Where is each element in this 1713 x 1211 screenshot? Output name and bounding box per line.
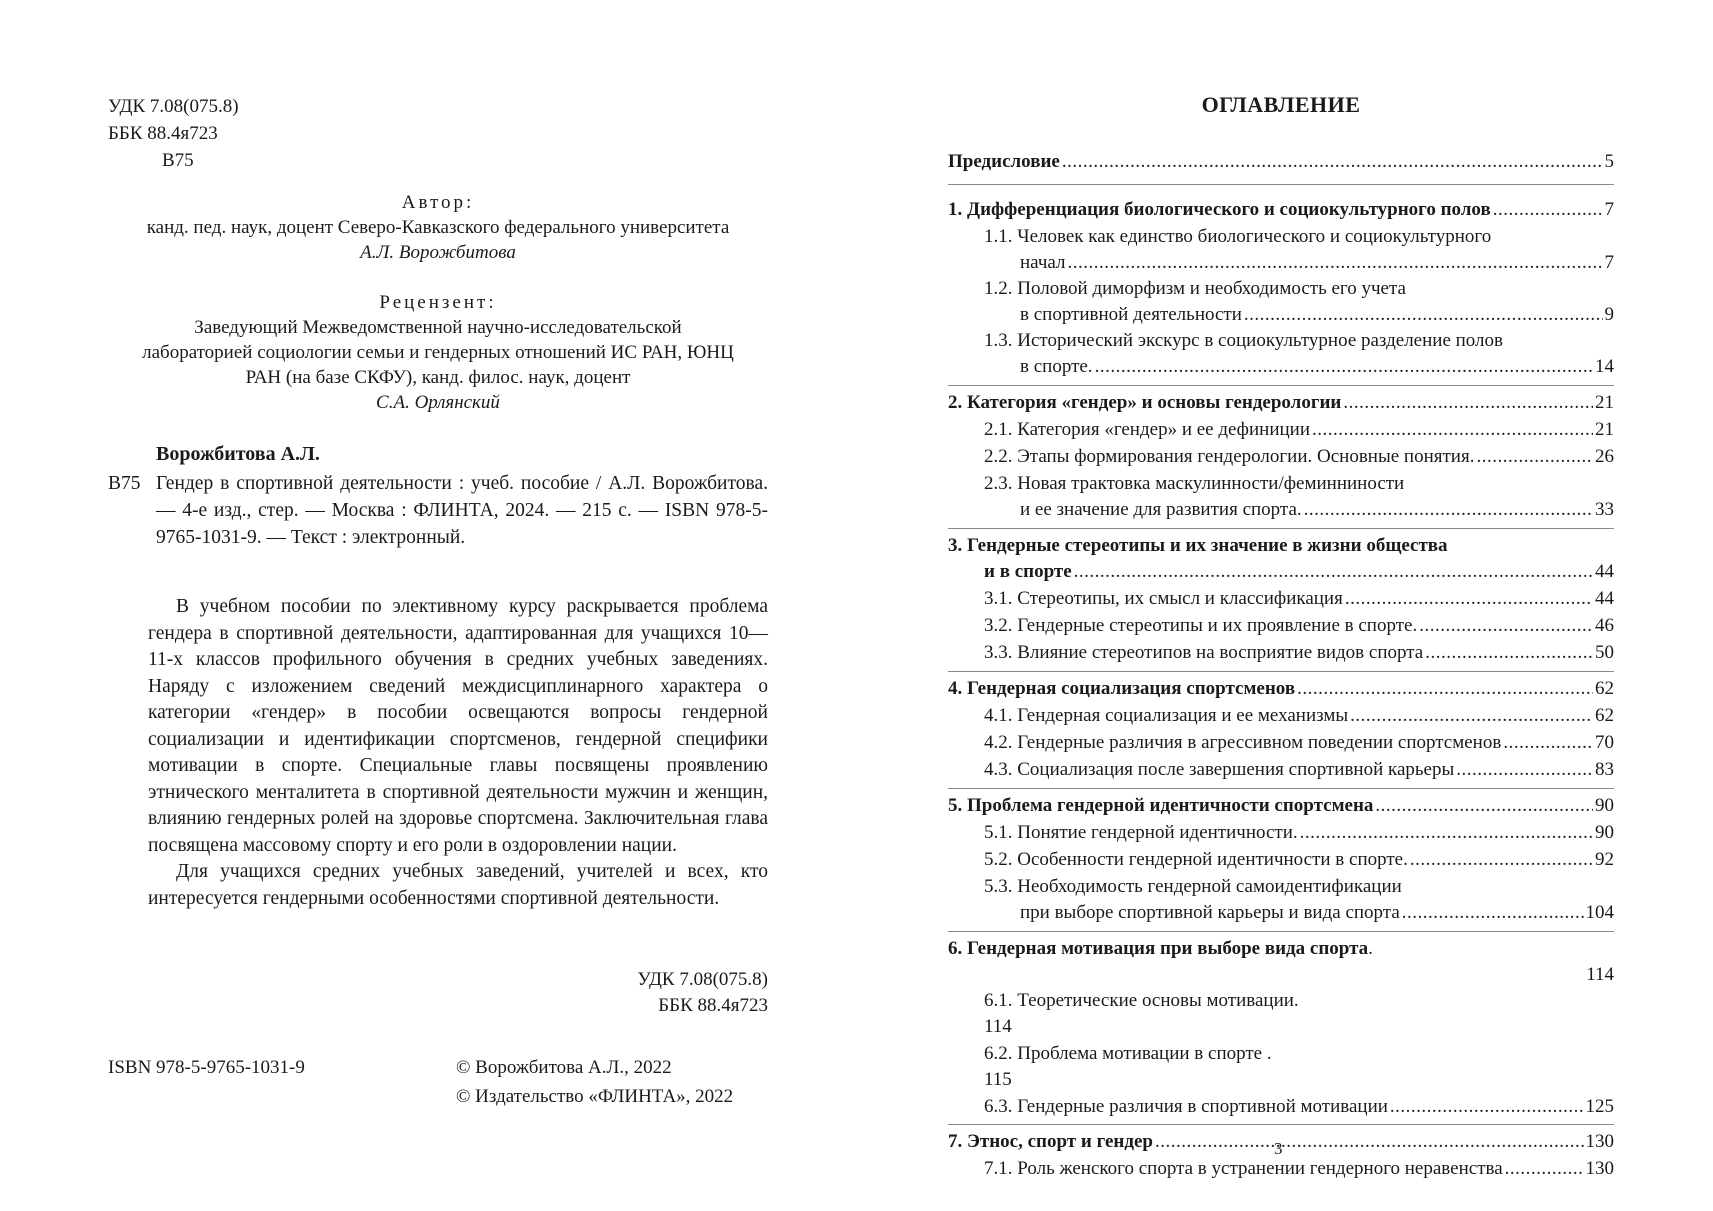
reviewer-line-2: лабораторией социологии семьи и гендерных отношений ИС РАН, ЮНЦ [142,342,734,363]
toc-page: 130 [1585,1131,1614,1152]
toc-label: в спорте. [1020,356,1093,377]
divider [948,671,1614,672]
toc-chapter-6[interactable] [948,938,1373,960]
toc-page: 26 [1595,446,1614,467]
toc-page: 130 [1585,1158,1614,1179]
toc-section-1-2[interactable]: 1.2. Половой диморфизм и необходимость его учета [984,278,1406,299]
toc-section-5-3-cont[interactable] [1020,902,1614,924]
toc-chapter-4[interactable] [948,678,1614,700]
toc-page: 62 [1595,705,1614,726]
author-mark: В75 [162,150,194,171]
isbn: ISBN 978-5-9765-1031-9 [108,1057,305,1078]
author-name: А.Л. Ворожбитова [360,242,516,263]
toc-label: 4.3. Социализация после завершения спортивной карьеры [984,759,1455,780]
toc-label: 2.1. Категория «гендер» и ее дефиниции [984,419,1311,440]
toc-label: 3.2. Гендерные стереотипы и их проявление в спорте. [984,615,1418,636]
biblio-text [108,470,768,551]
toc-label: и в спорте [984,561,1072,582]
reviewer-line-1: Заведующий Межведомственной научно-исследовательской [194,317,682,338]
toc-dot: . [1368,938,1373,959]
toc-page: 90 [1595,822,1614,843]
biblio-author: Ворожбитова А.Л. [156,443,320,465]
copyright-author: © Ворожбитова А.Л., 2022 [456,1057,672,1078]
toc-chapter-3[interactable]: 3. Гендерные стереотипы и их значение в жизни общества [948,535,1448,556]
toc-section-5-2[interactable] [984,849,1614,871]
toc-label: 4.1. Гендерная социализация и ее механизмы [984,705,1349,726]
toc-label: в спортивной деятельности [1020,304,1242,325]
toc-page: 21 [1595,392,1614,413]
annotation-paragraph-2: Для учащихся средних учебных заведений, учителей и всех, кто интересуется гендерными особенностями спортивной деятельности. [148,861,768,909]
divider [948,1124,1614,1125]
toc-preface[interactable] [948,151,1614,173]
biblio-record [108,470,768,551]
annotation-paragraph-1: В учебном пособии по элективному курсу раскрывается проблема гендера в спортивной деятельности, адаптированная для учащихся 10—11-х классов профильного обучения в средних учебных заведениях. Наряду с изложением сведений междисциплинарного характера о категории «гендер» в пособии освещаются вопросы гендерной социализации и идентификации спортсменов, гендерной специфики мотивации в спорте. Специальные главы посвящены проявлению этнического менталитета в спортивной деятельности мужчин и женщин, влиянию гендерных ролей на здоровье спортсмена. Заключительная глава посвящена массовому спорту и его роли в оздоровлении нации. [148,596,768,856]
toc-page: 44 [1595,588,1614,609]
toc-page: 14 [1595,356,1614,377]
toc-section-4-3[interactable] [984,759,1614,781]
toc-page: 83 [1595,759,1614,780]
toc-label: 6. Гендерная мотивация при выборе вида спорта [948,938,1369,959]
toc-label: 5.1. Понятие гендерной идентичности. [984,822,1298,843]
toc-chapter-2[interactable] [948,392,1614,414]
divider [948,184,1614,185]
udk-footer: УДК 7.08(075.8) [637,969,768,990]
toc-label: 3.3. Влияние стереотипов на восприятие видов спорта [984,642,1424,663]
toc-label: 1. Дифференциация биологического и социокультурного полов [948,199,1491,220]
toc-label: 4. Гендерная социализация спортсменов [948,678,1296,699]
toc-section-7-1[interactable] [984,1158,1614,1180]
toc-section-5-3[interactable]: 5.3. Необходимость гендерной самоидентификации [984,876,1402,897]
bbk-header: ББК 88.4я723 [108,123,218,144]
toc-section-3-1[interactable] [984,588,1614,610]
toc-label: 4.2. Гендерные различия в агрессивном поведении спортсменов [984,732,1502,753]
author-heading: Автор: [401,192,475,213]
author-credentials: канд. пед. наук, доцент Северо-Кавказского федерального университета [146,217,730,238]
toc-section-2-1[interactable] [984,419,1614,441]
reviewer-line-3: РАН (на базе СКФУ), канд. филос. наук, доцент [245,367,631,388]
toc-section-6-1[interactable]: 6.1. Теоретические основы мотивации. [984,990,1299,1011]
toc-page: 104 [1585,902,1614,923]
toc-page: 125 [1585,1096,1614,1117]
toc-page: 44 [1595,561,1614,582]
toc-section-1-1-cont[interactable] [1020,252,1614,274]
toc-section-4-2[interactable] [984,732,1614,754]
toc-section-3-2[interactable] [984,615,1614,637]
toc-section-3-3[interactable] [984,642,1614,664]
toc-label: при выборе спортивной карьеры и вида спорта [1020,902,1400,923]
page-number: 3 [1274,1139,1283,1158]
toc-page: 62 [1595,678,1614,699]
toc-page: 7 [1604,199,1614,220]
toc-page: 92 [1595,849,1614,870]
toc-page: 90 [1595,795,1614,816]
toc-section-6-1-page: 114 [984,1016,1012,1037]
toc-page: 5 [1604,151,1614,172]
toc-page: 70 [1595,732,1614,753]
toc-section-6-2[interactable]: 6.2. Проблема мотивации в спорте . [984,1043,1272,1064]
toc-label: 7. Этнос, спорт и гендер [948,1131,1153,1152]
toc-page: 9 [1604,304,1614,325]
toc-label: 6.3. Гендерные различия в спортивной мотивации [984,1096,1388,1117]
divider [948,931,1614,932]
toc-label: 3.1. Стереотипы, их смысл и классификация [984,588,1343,609]
toc-section-1-3-cont[interactable] [1020,356,1614,378]
toc-title: ОГЛАВЛЕНИЕ [1201,92,1361,117]
toc-label: и ее значение для развития спорта. [1020,499,1302,520]
reviewer-name: С.А. Орлянский [376,392,500,413]
toc-page: 33 [1595,499,1614,520]
toc-section-4-1[interactable] [984,705,1614,727]
udk-header: УДК 7.08(075.8) [108,96,239,117]
toc-section-1-2-cont[interactable] [1020,304,1614,326]
divider [948,788,1614,789]
toc-page: 46 [1595,615,1614,636]
toc-section-6-2-page: 115 [984,1069,1012,1090]
toc-chapter-1[interactable] [948,199,1614,221]
copyright-publisher: © Издательство «ФЛИНТА», 2022 [456,1086,734,1107]
toc-section-1-3[interactable]: 1.3. Исторический экскурс в социокультурное разделение полов [984,330,1504,351]
annotation [148,594,768,912]
toc-section-6-3[interactable] [984,1096,1614,1118]
toc-page: 21 [1595,419,1614,440]
bbk-footer: ББК 88.4я723 [658,995,768,1016]
toc-section-2-2[interactable] [984,446,1614,468]
toc-label: 7.1. Роль женского спорта в устранении гендерного неравенства [984,1158,1503,1179]
toc-label: 2. Категория «гендер» и основы гендерологии [948,392,1342,413]
divider [948,385,1614,386]
toc-section-5-1[interactable] [984,822,1614,844]
toc-label: Предисловие [948,151,1060,172]
biblio-code: В75 [108,473,141,494]
toc-label: 5.2. Особенности гендерной идентичности в спорте. [984,849,1408,870]
toc-page: 50 [1595,642,1614,663]
toc-page: 7 [1604,252,1614,273]
toc-label: начал [1020,252,1066,273]
biblio-description: Гендер в спортивной деятельности : учеб. пособие / А.Л. Ворожбитова. — 4-е изд., стер. — Москва : ФЛИНТА, 2024. — 215 с. — ISBN 978-5-9765-1031-9. — Текст : электронный. [156,473,768,548]
toc-chapter-3-cont[interactable] [984,561,1614,583]
toc-section-1-1[interactable]: 1.1. Человек как единство биологического и социокультурного [984,226,1492,247]
toc-section-2-3-cont[interactable] [1020,499,1614,521]
toc-label: 2.2. Этапы формирования гендерологии. Основные понятия. [984,446,1475,467]
toc-chapter-6-page: 114 [1586,964,1614,985]
toc-section-2-3[interactable]: 2.3. Новая трактовка маскулинности/феминниности [984,473,1405,494]
divider [948,528,1614,529]
toc-chapter-5[interactable] [948,795,1614,817]
toc-label: 5. Проблема гендерной идентичности спортсмена [948,795,1374,816]
reviewer-heading: Рецензент: [379,292,497,313]
